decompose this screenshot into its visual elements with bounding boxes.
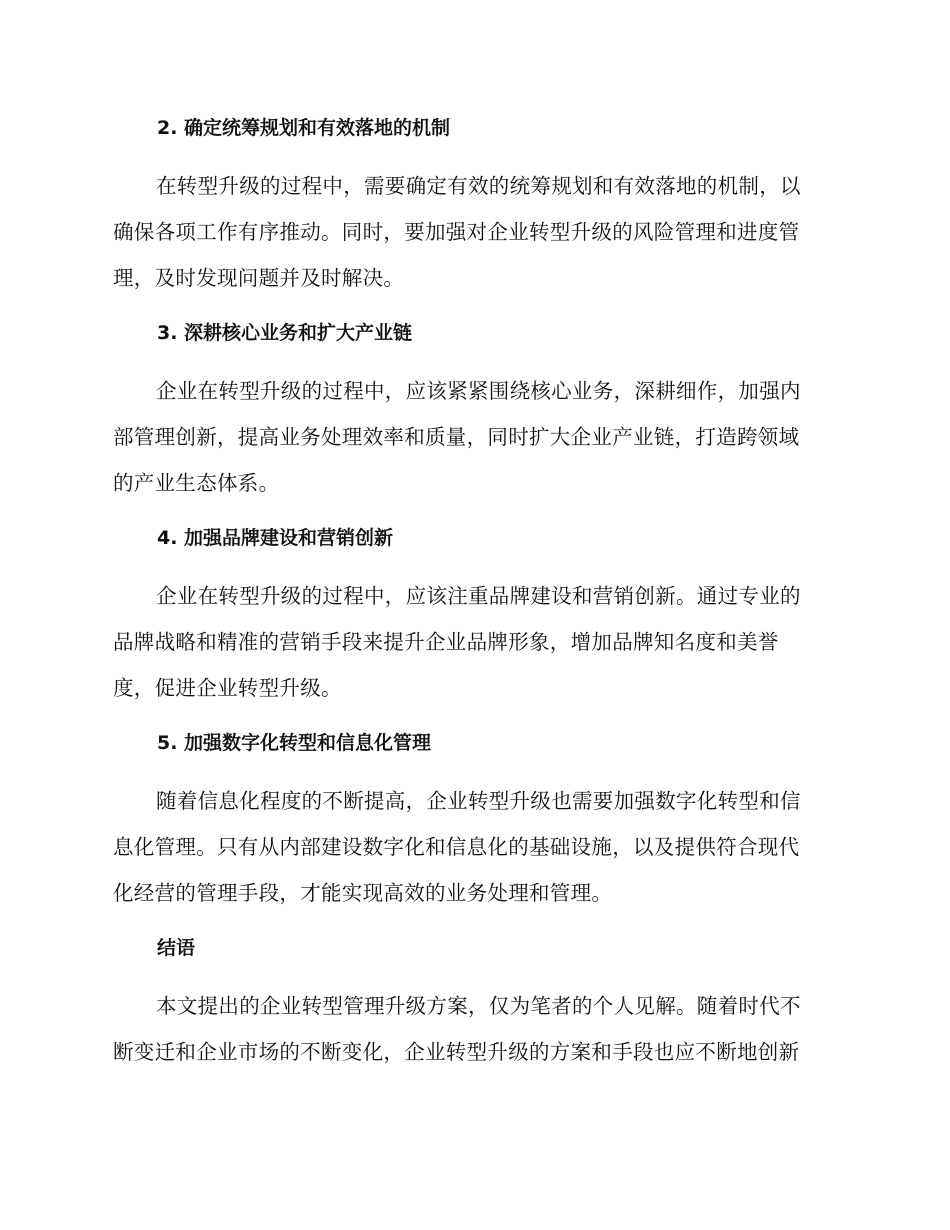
paragraph-line: 品牌战略和精准的营销手段来提升企业品牌形象，增加品牌知名度和美誉 [113, 630, 779, 654]
section-paragraph-5 [113, 778, 833, 916]
section-heading-2: 2. 确定统筹规划和有效落地的机制 [157, 117, 451, 139]
paragraph-line: 随着信息化程度的不断提高，企业转型升级也需要加强数字化转型和信 [156, 789, 801, 813]
paragraph-line: 化经营的管理手段，才能实现高效的业务处理和管理。 [113, 881, 613, 905]
paragraph-line: 理，及时发现问题并及时解决。 [113, 266, 405, 290]
section-heading-5: 5. 加强数字化转型和信息化管理 [157, 732, 432, 754]
section-paragraph-3 [113, 368, 833, 506]
paragraph-line: 本文提出的企业转型管理升级方案，仅为笔者的个人见解。随着时代不 [156, 994, 801, 1018]
paragraph-line: 息化管理。只有从内部建设数字化和信息化的基础设施，以及提供符合现代 [113, 835, 800, 859]
paragraph-line: 企业在转型升级的过程中，应该注重品牌建设和营销创新。通过专业的 [156, 584, 801, 608]
paragraph-line: 在转型升级的过程中，需要确定有效的统筹规划和有效落地的机制，以 [156, 174, 801, 198]
paragraph-line: 度，促进企业转型升级。 [113, 676, 342, 700]
section-heading-4: 4. 加强品牌建设和营销创新 [157, 527, 394, 549]
section-paragraph-conclusion [113, 983, 833, 1075]
section-paragraph-4 [113, 573, 833, 711]
section-heading-conclusion: 结语 [157, 937, 196, 959]
section-heading-3: 3. 深耕核心业务和扩大产业链 [157, 322, 413, 344]
paragraph-line: 断变迁和企业市场的不断变化，企业转型升级的方案和手段也应不断地创新 [113, 1040, 800, 1064]
paragraph-line: 部管理创新，提高业务处理效率和质量，同时扩大企业产业链，打造跨领域 [113, 425, 800, 449]
paragraph-line: 的产业生态体系。 [113, 471, 280, 495]
paragraph-line: 确保各项工作有序推动。同时，要加强对企业转型升级的风险管理和进度管 [113, 220, 800, 244]
section-paragraph-2 [113, 163, 833, 301]
paragraph-line: 企业在转型升级的过程中，应该紧紧围绕核心业务，深耕细作，加强内 [156, 379, 801, 403]
